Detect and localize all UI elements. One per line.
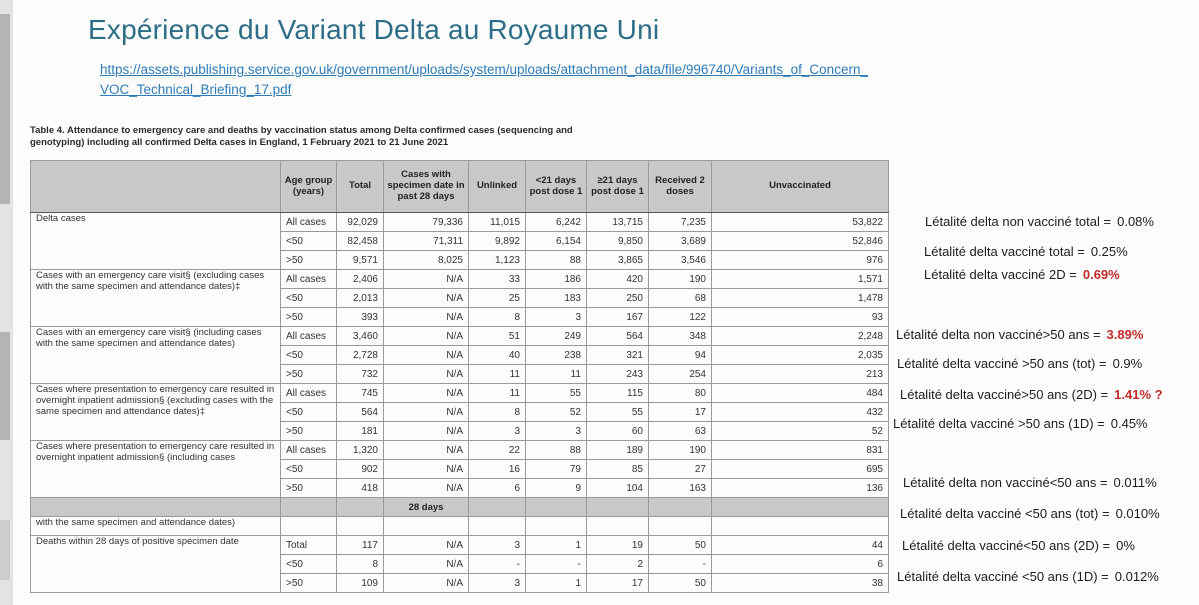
left-edge-segment xyxy=(0,520,10,580)
value-cell: 1,571 xyxy=(712,270,889,289)
value-cell: 564 xyxy=(337,403,384,422)
value-cell: 40 xyxy=(469,346,526,365)
value-cell: 82,458 xyxy=(337,232,384,251)
value-cell: 51 xyxy=(469,327,526,346)
value-cell: 104 xyxy=(587,479,649,498)
band-cell xyxy=(469,498,526,517)
value-cell: 94 xyxy=(649,346,712,365)
value-cell: 432 xyxy=(712,403,889,422)
value-cell: N/A xyxy=(384,460,469,479)
band-cell xyxy=(587,498,649,517)
age-group-cell: >50 xyxy=(281,308,337,327)
annotation-label: Létalité delta non vacciné total = xyxy=(925,214,1112,229)
value-cell: 249 xyxy=(526,327,587,346)
value-cell: N/A xyxy=(384,441,469,460)
continuation-row xyxy=(31,517,889,536)
age-group-cell: <50 xyxy=(281,555,337,574)
annotation-label: Létalité delta vacciné >50 ans (1D) = xyxy=(893,416,1105,431)
source-link-line1[interactable]: https://assets.publishing.service.gov.uk/government/uploads/system/uploads/attachment_data/file/996740/Variants_of_Concern_ xyxy=(100,62,868,77)
value-cell: 3,865 xyxy=(587,251,649,270)
age-group-cell: Total xyxy=(281,536,337,555)
annotation-label: Létalité delta vacciné >50 ans (tot) = xyxy=(897,356,1107,371)
value-cell: N/A xyxy=(384,270,469,289)
value-cell: 2,248 xyxy=(712,327,889,346)
value-cell: 136 xyxy=(712,479,889,498)
value-cell: 976 xyxy=(712,251,889,270)
row-label-continuation: with the same specimen and attendance dates) xyxy=(31,517,281,536)
value-cell: 88 xyxy=(526,251,587,270)
value-cell: 55 xyxy=(526,384,587,403)
row-label: Cases where presentation to emergency care resulted in overnight inpatient admission§ (including cases xyxy=(31,441,281,498)
value-cell: 167 xyxy=(587,308,649,327)
value-cell: 79 xyxy=(526,460,587,479)
value-cell: 732 xyxy=(337,365,384,384)
value-cell: 17 xyxy=(587,574,649,593)
value-cell: N/A xyxy=(384,574,469,593)
annotation-label: Létalité delta non vacciné>50 ans = xyxy=(896,327,1101,342)
left-edge-segment xyxy=(0,14,10,204)
value-cell: 52 xyxy=(526,403,587,422)
value-cell: 348 xyxy=(649,327,712,346)
value-cell: 55 xyxy=(587,403,649,422)
empty-cell xyxy=(281,517,337,536)
age-group-cell: <50 xyxy=(281,346,337,365)
value-cell: 190 xyxy=(649,270,712,289)
annotation-label: Létalité delta vacciné>50 ans (2D) = xyxy=(900,387,1109,402)
annotation-line xyxy=(903,475,1157,490)
value-cell: 80 xyxy=(649,384,712,403)
value-cell: - xyxy=(649,555,712,574)
annotation-value: 0.9% xyxy=(1112,356,1143,371)
band-cell xyxy=(526,498,587,517)
value-cell: 393 xyxy=(337,308,384,327)
annotation-line xyxy=(900,387,1163,402)
value-cell: 93 xyxy=(712,308,889,327)
annotation-label: Létalité delta vacciné <50 ans (1D) = xyxy=(897,569,1109,584)
value-cell: 484 xyxy=(712,384,889,403)
value-cell: 6 xyxy=(469,479,526,498)
value-cell: N/A xyxy=(384,289,469,308)
value-cell: 2 xyxy=(587,555,649,574)
value-cell: 7,235 xyxy=(649,213,712,232)
annotation-value: 0.08% xyxy=(1117,214,1154,229)
annotation-value: 3.89% xyxy=(1106,327,1144,342)
value-cell: 50 xyxy=(649,536,712,555)
table-caption-line1: Table 4. Attendance to emergency care and deaths by vaccination status among Delta confirmed cases (sequencing and xyxy=(30,125,573,136)
value-cell: 3 xyxy=(469,536,526,555)
value-cell: 8 xyxy=(469,403,526,422)
value-cell: 115 xyxy=(587,384,649,403)
annotation-line xyxy=(897,569,1159,584)
value-cell: N/A xyxy=(384,555,469,574)
row-label: Delta cases xyxy=(31,213,281,270)
annotation-line xyxy=(893,416,1148,431)
column-header: Unlinked xyxy=(469,161,526,213)
column-header: <21 days post dose 1 xyxy=(526,161,587,213)
annotation-line xyxy=(902,538,1135,553)
annotation-label: Létalité delta vacciné 2D = xyxy=(924,267,1077,282)
band-cell xyxy=(712,498,889,517)
value-cell: 321 xyxy=(587,346,649,365)
column-header: Total xyxy=(337,161,384,213)
value-cell: 19 xyxy=(587,536,649,555)
table-body xyxy=(31,213,889,593)
empty-cell xyxy=(712,517,889,536)
value-cell: 1,123 xyxy=(469,251,526,270)
data-table xyxy=(30,160,889,593)
value-cell: N/A xyxy=(384,422,469,441)
value-cell: 1 xyxy=(526,574,587,593)
value-cell: 3 xyxy=(469,574,526,593)
value-cell: 11,015 xyxy=(469,213,526,232)
band-cell xyxy=(337,498,384,517)
value-cell: 3 xyxy=(469,422,526,441)
age-group-cell: <50 xyxy=(281,403,337,422)
value-cell: 186 xyxy=(526,270,587,289)
age-group-cell: >50 xyxy=(281,422,337,441)
value-cell: 181 xyxy=(337,422,384,441)
value-cell: 243 xyxy=(587,365,649,384)
age-group-cell: <50 xyxy=(281,289,337,308)
value-cell: 6 xyxy=(712,555,889,574)
value-cell: 85 xyxy=(587,460,649,479)
value-cell: 53,822 xyxy=(712,213,889,232)
value-cell: 71,311 xyxy=(384,232,469,251)
column-header: ≥21 days post dose 1 xyxy=(587,161,649,213)
age-group-cell: >50 xyxy=(281,251,337,270)
empty-cell xyxy=(587,517,649,536)
value-cell: - xyxy=(526,555,587,574)
table-caption-line2: genotyping) including all confirmed Delta cases in England, 1 February 2021 to 21 June 2021 xyxy=(30,137,449,149)
annotation-value: 0.011% xyxy=(1113,475,1157,490)
annotation-value: 0.25% xyxy=(1090,244,1128,259)
value-cell: N/A xyxy=(384,308,469,327)
value-cell: 60 xyxy=(587,422,649,441)
value-cell: 17 xyxy=(649,403,712,422)
value-cell: N/A xyxy=(384,479,469,498)
value-cell: 9,571 xyxy=(337,251,384,270)
source-link-line2[interactable]: VOC_Technical_Briefing_17.pdf xyxy=(100,81,292,97)
annotation-value: 0% xyxy=(1116,538,1135,553)
value-cell: 11 xyxy=(469,384,526,403)
value-cell: 16 xyxy=(469,460,526,479)
value-cell: 88 xyxy=(526,441,587,460)
annotation-label: Létalité delta vacciné<50 ans (2D) = xyxy=(902,538,1111,553)
empty-cell xyxy=(337,517,384,536)
annotation-value: 0.012% xyxy=(1114,569,1159,584)
annotation-line xyxy=(924,244,1128,259)
value-cell: 38 xyxy=(712,574,889,593)
value-cell: 2,406 xyxy=(337,270,384,289)
value-cell: 3,689 xyxy=(649,232,712,251)
value-cell: 63 xyxy=(649,422,712,441)
band-cell xyxy=(31,498,281,517)
band-cell xyxy=(649,498,712,517)
value-cell: 117 xyxy=(337,536,384,555)
column-header xyxy=(31,161,281,213)
empty-cell xyxy=(469,517,526,536)
age-group-cell: All cases xyxy=(281,441,337,460)
value-cell: 27 xyxy=(649,460,712,479)
age-group-cell: <50 xyxy=(281,460,337,479)
value-cell: 183 xyxy=(526,289,587,308)
value-cell: 44 xyxy=(712,536,889,555)
value-cell: 122 xyxy=(649,308,712,327)
value-cell: 745 xyxy=(337,384,384,403)
value-cell: 1,478 xyxy=(712,289,889,308)
empty-cell xyxy=(649,517,712,536)
column-header: Cases with specimen date in past 28 days xyxy=(384,161,469,213)
value-cell: 2,013 xyxy=(337,289,384,308)
table-row xyxy=(31,536,889,555)
data-table-container xyxy=(30,160,889,593)
value-cell: 3 xyxy=(526,308,587,327)
value-cell: 189 xyxy=(587,441,649,460)
value-cell: 13,715 xyxy=(587,213,649,232)
value-cell: 254 xyxy=(649,365,712,384)
value-cell: 9,892 xyxy=(469,232,526,251)
age-group-cell: All cases xyxy=(281,270,337,289)
table-caption xyxy=(30,125,880,150)
annotation-line xyxy=(925,214,1154,229)
row-label: Cases with an emergency care visit§ (including cases with the same specimen and attendance dates) xyxy=(31,327,281,384)
value-cell: 11 xyxy=(526,365,587,384)
value-cell: - xyxy=(469,555,526,574)
header-band-row xyxy=(31,498,889,517)
age-group-cell: <50 xyxy=(281,232,337,251)
annotation-line xyxy=(900,506,1160,521)
annotation-value: 0.45% xyxy=(1110,416,1148,431)
value-cell: 50 xyxy=(649,574,712,593)
annotation-line xyxy=(896,327,1143,342)
empty-cell xyxy=(384,517,469,536)
value-cell: 6,242 xyxy=(526,213,587,232)
annotation-line xyxy=(897,356,1142,371)
value-cell: 1,320 xyxy=(337,441,384,460)
value-cell: 238 xyxy=(526,346,587,365)
age-group-cell: >50 xyxy=(281,479,337,498)
page-title: Expérience du Variant Delta au Royaume Uni xyxy=(88,14,660,45)
value-cell: 8 xyxy=(469,308,526,327)
value-cell: 8,025 xyxy=(384,251,469,270)
value-cell: 52,846 xyxy=(712,232,889,251)
value-cell: 68 xyxy=(649,289,712,308)
value-cell: 9,850 xyxy=(587,232,649,251)
value-cell: 109 xyxy=(337,574,384,593)
table-header-row xyxy=(31,161,889,213)
column-header: Age group (years) xyxy=(281,161,337,213)
value-cell: 25 xyxy=(469,289,526,308)
left-edge-strip xyxy=(0,0,13,605)
value-cell: 33 xyxy=(469,270,526,289)
column-header: Received 2 doses xyxy=(649,161,712,213)
value-cell: 22 xyxy=(469,441,526,460)
value-cell: 52 xyxy=(712,422,889,441)
value-cell: 11 xyxy=(469,365,526,384)
age-group-cell: >50 xyxy=(281,574,337,593)
value-cell: N/A xyxy=(384,384,469,403)
value-cell: 2,728 xyxy=(337,346,384,365)
table-row xyxy=(31,270,889,289)
value-cell: 3,460 xyxy=(337,327,384,346)
age-group-cell: All cases xyxy=(281,213,337,232)
annotation-line xyxy=(924,267,1120,282)
annotation-value: 1.41% ? xyxy=(1114,387,1163,402)
value-cell: 79,336 xyxy=(384,213,469,232)
age-group-cell: All cases xyxy=(281,384,337,403)
age-group-cell: >50 xyxy=(281,365,337,384)
value-cell: 564 xyxy=(587,327,649,346)
table-row xyxy=(31,327,889,346)
column-header: Unvaccinated xyxy=(712,161,889,213)
value-cell: 831 xyxy=(712,441,889,460)
annotation-value: 0.010% xyxy=(1115,506,1160,521)
value-cell: 3,546 xyxy=(649,251,712,270)
table-header xyxy=(31,161,889,213)
value-cell: 2,035 xyxy=(712,346,889,365)
value-cell: 420 xyxy=(587,270,649,289)
value-cell: 695 xyxy=(712,460,889,479)
value-cell: 1 xyxy=(526,536,587,555)
value-cell: 9 xyxy=(526,479,587,498)
annotation-label: Létalité delta non vacciné<50 ans = xyxy=(903,475,1108,490)
annotation-label: Létalité delta vacciné total = xyxy=(924,244,1085,259)
table-row xyxy=(31,384,889,403)
value-cell: N/A xyxy=(384,536,469,555)
age-group-cell: All cases xyxy=(281,327,337,346)
value-cell: 213 xyxy=(712,365,889,384)
value-cell: N/A xyxy=(384,365,469,384)
row-label: Cases where presentation to emergency care resulted in overnight inpatient admission§ (excluding cases with the same specimen and attendance dates)‡ xyxy=(31,384,281,441)
value-cell: 6,154 xyxy=(526,232,587,251)
value-cell: N/A xyxy=(384,403,469,422)
value-cell: 163 xyxy=(649,479,712,498)
value-cell: N/A xyxy=(384,327,469,346)
value-cell: 190 xyxy=(649,441,712,460)
value-cell: 92,029 xyxy=(337,213,384,232)
value-cell: 418 xyxy=(337,479,384,498)
value-cell: 3 xyxy=(526,422,587,441)
band-cell xyxy=(281,498,337,517)
table-row xyxy=(31,441,889,460)
row-label: Cases with an emergency care visit§ (excluding cases with the same specimen and attendance dates)‡ xyxy=(31,270,281,327)
value-cell: 902 xyxy=(337,460,384,479)
table-row xyxy=(31,213,889,232)
row-label: Deaths within 28 days of positive specimen date xyxy=(31,536,281,593)
band-label-cell: 28 days xyxy=(384,498,469,517)
empty-cell xyxy=(526,517,587,536)
value-cell: 8 xyxy=(337,555,384,574)
value-cell: N/A xyxy=(384,346,469,365)
annotation-value: 0.69% xyxy=(1082,267,1120,282)
value-cell: 250 xyxy=(587,289,649,308)
left-edge-segment xyxy=(0,332,10,440)
annotation-label: Létalité delta vacciné <50 ans (tot) = xyxy=(900,506,1110,521)
source-link[interactable] xyxy=(100,60,868,99)
